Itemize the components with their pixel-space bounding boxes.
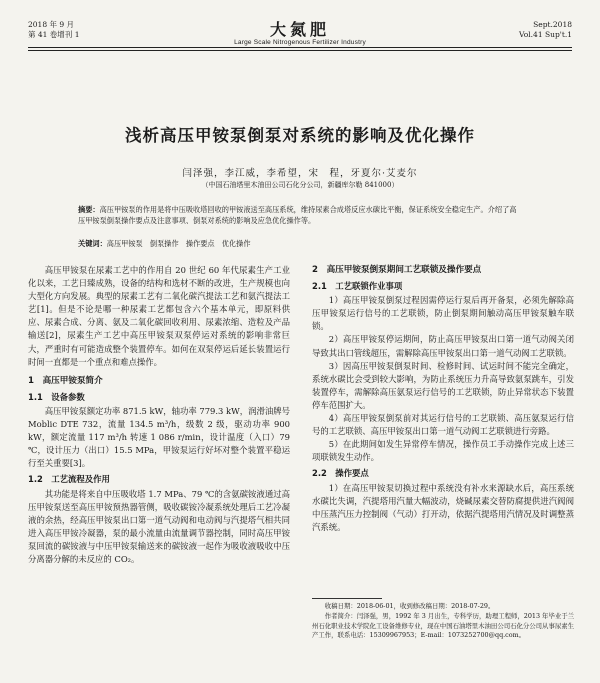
header-rule bbox=[28, 47, 572, 48]
section-2-2-text: 1）在高压甲铵泵切换过程中系统没有补水来源缺水后，高压系统水碳比失调，汽提塔用汽量大幅波动，烧碱尿素交替防腐提供进汽阀阀中压蒸汽压力控制阀（气动）打开动，依据汽提塔用汽情况及时调整蒸汽系统。 bbox=[312, 482, 574, 532]
section-2-2-heading: 2.2 操作要点 bbox=[312, 468, 369, 479]
section-1-2-heading: 1.2 工艺流程及作用 bbox=[28, 474, 110, 485]
running-header bbox=[28, 20, 572, 46]
abstract bbox=[78, 204, 522, 226]
keywords-label: 关键词： bbox=[78, 239, 107, 248]
header-rule-thin bbox=[28, 50, 572, 51]
journal-masthead bbox=[28, 20, 572, 46]
article-authors: 闫泽强，李江威，李希望，宋 程，牙夏尔·艾麦尔 bbox=[182, 168, 418, 179]
issue-date-en bbox=[519, 20, 572, 39]
interlock-item-3: 3）因高压甲铵泵倒泵时间、检修时间、试运时间不能完全确定，系统水碳比会受到较大影响，为防止系统压力升高导致氨泵跳车，引发装置停车，需解除高压氨泵运行信号的工艺联锁，防止异常状态下装置停车范围扩大。 bbox=[312, 360, 574, 410]
header-date: 2018 年 9 月 bbox=[28, 20, 75, 29]
article-title: 浅析高压甲铵泵倒泵对系统的影响及优化操作 bbox=[125, 126, 475, 145]
keywords-text: 高压甲铵泵 倒泵操作 操作要点 优化操作 bbox=[106, 239, 251, 248]
interlock-item-5: 5）在此期间如发生异常停车情况，操作员工手动操作完成上述三项联锁发生动作。 bbox=[312, 439, 574, 463]
footnote-rule bbox=[312, 598, 382, 599]
header-volume-en: Vol.41 Sup't.1 bbox=[519, 29, 572, 39]
section-1-2-text: 其功能是将来自中压吸收塔 1.7 MPa、79 ℃的含氨碳铵液通过高压甲铵泵送至高压甲铵预热器管侧，吸收碳铵冷凝系统处理后工艺冷凝液的余热，经高压甲铵泵出口第一道气动阀和电动阀与汽提塔气相共同进入高压甲铵冷凝器，泵的最小流量由流量调节器控制，同时高压甲铵泵回流的碳铵液与中压甲铵泵输送来的碳铵液一起作为吸收液吸收中压分离器分解的未反应的 CO₂。 bbox=[28, 488, 290, 564]
section-1-1-text: 高压甲铵泵额定功率 871.5 kW，轴功率 779.3 kW，润滑油牌号 Moblic DTE 732，流量 134.5 m³/h，级数 2 级，驱动功率 900 kW，额定流量 117 m³/h 转速 1 086 r/min，设计温度（入口）79 ℃，设计压力（出口）15.5 MPa，甲铵泵运行好坏对整个装置平稳运行至关重要[3]。 bbox=[28, 405, 290, 469]
interlock-item-1: 1）高压甲铵泵倒泵过程因需停运行泵后再开备泵，必须先解除高压甲铵泵运行信号的工艺联锁，防止倒泵期间触动高压甲铵泵触车联锁。 bbox=[312, 295, 574, 332]
interlock-item-4: 4）高压甲铵泵倒泵前对其运行信号的工艺联锁、高压氨泵运行信号的工艺联锁、高压甲铵泵出口第一道气动阀工艺联锁进行旁路。 bbox=[312, 413, 574, 437]
keywords bbox=[78, 238, 522, 249]
right-column bbox=[312, 264, 574, 534]
footnote-author-bio: 作者简介：闫泽强，男，1992 年 3 月出生，专科学历，助理工程师，2013 年毕业于兰州石化职业技术学院化工设备维修专业，现在中国石油塔里木油田公司石化分公司从事尿素生产工作，联系电话：15309967953；E-mail：1073252700@qq.com。 bbox=[312, 611, 575, 640]
abstract-label: 摘要： bbox=[78, 205, 100, 214]
journal-logo: 大氮肥 bbox=[269, 20, 330, 39]
abstract-text: 高压甲铵泵的作用是将中压吸收塔回收的甲铵液送至高压系统，维持尿素合成塔反应水碳比平衡，保证系统安全稳定生产。介绍了高压甲铵泵倒泵操作要点及注意事项、倒泵对系统的影响及应急优化操作等。 bbox=[78, 205, 517, 225]
section-2-1-heading: 2.1 工艺联锁作业事项 bbox=[312, 281, 403, 292]
footnote-received: 收稿日期：2018-06-01，收到修改稿日期：2018-07-29。 bbox=[324, 602, 495, 610]
interlock-item-2: 2）高压甲铵泵停运期间，防止高压甲铵泵出口第一道气动阀关闭导致其出口管线超压，需解除高压甲铵泵出口第一道气动阀工艺联锁。 bbox=[312, 334, 574, 358]
article-affiliation: （中国石油塔里木油田公司石化分公司，新疆库尔勒 841000） bbox=[201, 181, 399, 189]
left-column bbox=[28, 264, 290, 566]
intro-paragraph: 高压甲铵泵在尿素工艺中的作用自 20 世纪 60 年代尿素生产工业化以来，工艺日臻成熟，设备的结构和选材不断的改进，生产规模也向大型化方向发展。典型的尿素工艺有二氧化碳汽提法工艺和氨汽提法工艺[1]。但是不论是哪一种尿素工艺都包含六个基本单元，即原料供应、尿素合成、分离、氨及二氧化碳回收利用、尿素浓缩、造粒及产品输送[2]，尿素生产工艺中高压甲铵泵双泵停运对系统的影响非常巨大，严重时有可能造成整个装置停车。如何在双泵停运后延长装置运行时间一直都是一个重点和难点操作。 bbox=[28, 265, 290, 367]
section-2-heading: 2 高压甲铵泵倒泵期间工艺联锁及操作要点 bbox=[312, 265, 482, 275]
journal-name-en: Large Scale Nitrogenous Fertilizer Industry bbox=[234, 39, 366, 46]
header-volume: 第 41 卷增刊 1 bbox=[28, 29, 80, 39]
header-date-en: Sept.2018 bbox=[533, 20, 572, 29]
section-1-1-heading: 1.1 设备参数 bbox=[28, 391, 85, 402]
section-1-heading: 1 高压甲铵泵简介 bbox=[28, 375, 103, 386]
footnote bbox=[312, 602, 574, 641]
